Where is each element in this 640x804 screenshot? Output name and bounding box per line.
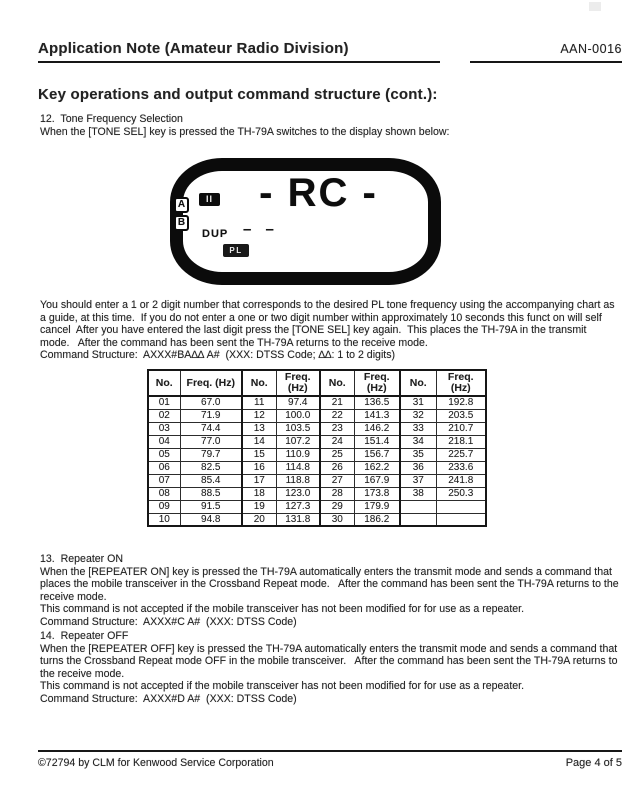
page-header — [38, 40, 622, 63]
tone-table-cell: 192.8 — [436, 396, 486, 409]
tone-table-cell: 210.7 — [436, 422, 486, 435]
tone-table-cell: 17 — [242, 474, 276, 487]
tone-table-cell: 241.8 — [436, 474, 486, 487]
tone-table-row — [148, 500, 486, 513]
section-13-command-structure: Command Structure: AXXX#C A# (XXX: DTSS Code) — [40, 615, 297, 628]
tone-table-cell: 14 — [242, 435, 276, 448]
tone-table-cell: 151.4 — [354, 435, 400, 448]
tone-table-cell: 29 — [320, 500, 354, 513]
tone-table-cell — [400, 513, 436, 526]
scan-artifact — [589, 2, 601, 11]
tone-table-cell: 156.7 — [354, 448, 400, 461]
section-14-command-structure: Command Structure: AXXX#D A# (XXX: DTSS Code) — [40, 692, 297, 705]
tone-table-header-cell: No. — [148, 370, 180, 396]
tone-table-cell: 33 — [400, 422, 436, 435]
tone-table-cell: 01 — [148, 396, 180, 409]
tone-table-cell: 32 — [400, 409, 436, 422]
section-12-tone-frequency — [40, 113, 620, 138]
tone-table-cell: 103.5 — [276, 422, 320, 435]
section-14-note: This command is not accepted if the mobile transceiver has not been modified for for use as a repeater. — [40, 680, 525, 693]
tone-table-cell: 18 — [242, 487, 276, 500]
tone-table-row — [148, 435, 486, 448]
tone-table-cell: 146.2 — [354, 422, 400, 435]
tone-table-cell — [436, 500, 486, 513]
page-number: Page 4 of 5 — [565, 757, 622, 769]
doc-number: AAN-0016 — [470, 42, 622, 63]
tone-table-header-cell: Freq. (Hz) — [436, 370, 486, 396]
tone-table-cell: 27 — [320, 474, 354, 487]
tone-table-cell: 25 — [320, 448, 354, 461]
dup-label: DUP — [202, 228, 229, 240]
tone-table-cell: 136.5 — [354, 396, 400, 409]
tone-table-cell: 79.7 — [180, 448, 242, 461]
section-12-heading: 12. Tone Frequency Selection — [40, 113, 183, 125]
tone-table-cell: 09 — [148, 500, 180, 513]
copyright-text: ©72794 by CLM for Kenwood Service Corporation — [38, 757, 274, 769]
section-13-paragraph: When the [REPEATER ON] key is pressed the TH-79A automatically enters the transmit mode and sends a command that places the mobile transceiver in the Crossband Repeat mode. After the command has been sent the TH-79A returns to the receive mode. — [40, 565, 622, 603]
band-b-indicator: B — [174, 215, 189, 231]
section-12-paragraph: You should enter a 1 or 2 digit number that corresponds to the desired PL tone frequency using the accompanying chart as a guide, at this time. If you do not enter a one or two digit number within approximately 10 seconds this funct on will self cancel After you have entered the last digit press the [TONE SEL] key again. This places the TH-79A in the transmit mode. After the command has been sent the TH-79A returns to the receive mode. — [40, 299, 618, 349]
tone-table-cell: 233.6 — [436, 461, 486, 474]
tone-table-cell: 91.5 — [180, 500, 242, 513]
page-footer — [38, 750, 622, 769]
section-12-command-structure: Command Structure: AXXX#BA∆∆ A# (XXX: DTSS Code; ∆∆: 1 to 2 digits) — [40, 349, 396, 362]
tone-table-cell: 06 — [148, 461, 180, 474]
tone-table-cell: 131.8 — [276, 513, 320, 526]
tone-table-cell: 21 — [320, 396, 354, 409]
tone-table-cell: 162.2 — [354, 461, 400, 474]
tone-table-cell: 36 — [400, 461, 436, 474]
tone-table-cell: 179.9 — [354, 500, 400, 513]
dup-dashes: – – — [243, 221, 279, 238]
tone-table-cell: 167.9 — [354, 474, 400, 487]
tone-table-row — [148, 474, 486, 487]
section-13-note: This command is not accepted if the mobile transceiver has not been modified for for use as a repeater. — [40, 603, 525, 616]
tone-table-cell: 19 — [242, 500, 276, 513]
tone-table-cell: 02 — [148, 409, 180, 422]
tone-table-cell: 82.5 — [180, 461, 242, 474]
section-14-repeater-off — [40, 630, 624, 706]
tone-table-cell: 123.0 — [276, 487, 320, 500]
section-14-paragraph: When the [REPEATER OFF] key is pressed the TH-79A automatically enters the transmit mode and sends a command that turns the Crossband Repeat mode OFF in the mobile transceiver. After the command has been sent the TH-79A returns to the receive mode. — [40, 642, 621, 680]
tone-table-cell: 141.3 — [354, 409, 400, 422]
tone-table-cell: 22 — [320, 409, 354, 422]
pl-indicator-badge: PL — [223, 244, 249, 257]
tone-table-cell: 250.3 — [436, 487, 486, 500]
section-12-body — [40, 299, 618, 362]
section-13-heading: 13. Repeater ON — [40, 553, 124, 565]
tone-table-cell: 35 — [400, 448, 436, 461]
tone-table — [147, 369, 487, 527]
remote-control-text: - RC - — [259, 171, 378, 215]
tone-table-cell — [400, 500, 436, 513]
tone-table-cell: 10 — [148, 513, 180, 526]
tone-table-cell: 16 — [242, 461, 276, 474]
page-title: Key operations and output command structure (cont.): — [38, 86, 438, 103]
tone-table-cell: 107.2 — [276, 435, 320, 448]
tone-table-cell: 110.9 — [276, 448, 320, 461]
header-title: Application Note (Amateur Radio Division) — [38, 40, 440, 63]
tone-table-cell — [436, 513, 486, 526]
tone-table-cell: 13 — [242, 422, 276, 435]
tone-table-cell: 12 — [242, 409, 276, 422]
tone-table-cell: 203.5 — [436, 409, 486, 422]
tone-table-cell: 88.5 — [180, 487, 242, 500]
section-13-repeater-on — [40, 553, 622, 629]
pl-tone-frequency-table-wrap — [147, 369, 487, 527]
tone-table-cell: 100.0 — [276, 409, 320, 422]
tone-table-row — [148, 487, 486, 500]
tone-table-cell: 11 — [242, 396, 276, 409]
tone-table-cell: 34 — [400, 435, 436, 448]
tone-table-cell: 127.3 — [276, 500, 320, 513]
tone-table-cell: 24 — [320, 435, 354, 448]
tone-table-cell: 15 — [242, 448, 276, 461]
tone-table-cell: 77.0 — [180, 435, 242, 448]
tone-table-cell: 173.8 — [354, 487, 400, 500]
tone-table-row — [148, 422, 486, 435]
lcd-display-graphic — [170, 158, 441, 285]
tone-table-cell: 114.8 — [276, 461, 320, 474]
tone-table-cell: 118.8 — [276, 474, 320, 487]
section-14-heading: 14. Repeater OFF — [40, 630, 129, 642]
tone-table-row — [148, 396, 486, 409]
tone-table-cell: 71.9 — [180, 409, 242, 422]
band-a-indicator: A — [174, 197, 189, 213]
tone-table-row — [148, 461, 486, 474]
tone-table-cell: 04 — [148, 435, 180, 448]
tone-table-header-cell: No. — [320, 370, 354, 396]
tone-table-cell: 23 — [320, 422, 354, 435]
tone-table-cell: 08 — [148, 487, 180, 500]
tone-table-header-cell: Freq. (Hz) — [276, 370, 320, 396]
tone-table-cell: 26 — [320, 461, 354, 474]
tone-table-cell: 74.4 — [180, 422, 242, 435]
tone-table-header-cell: Freq. (Hz) — [180, 370, 242, 396]
tone-table-cell: 31 — [400, 396, 436, 409]
tone-table-row — [148, 409, 486, 422]
section-12-intro: When the [TONE SEL] key is pressed the TH-79A switches to the display shown below: — [40, 125, 450, 138]
tone-table-cell: 37 — [400, 474, 436, 487]
tone-table-cell: 28 — [320, 487, 354, 500]
tone-table-cell: 05 — [148, 448, 180, 461]
tone-table-header-cell: No. — [400, 370, 436, 396]
tone-table-cell: 67.0 — [180, 396, 242, 409]
tone-indicator-badge: II — [199, 193, 220, 206]
tone-table-cell: 85.4 — [180, 474, 242, 487]
tone-table-cell: 20 — [242, 513, 276, 526]
tone-table-body — [148, 396, 486, 526]
tone-table-header-row — [148, 370, 486, 396]
tone-table-cell: 30 — [320, 513, 354, 526]
tone-table-cell: 225.7 — [436, 448, 486, 461]
tone-table-cell: 94.8 — [180, 513, 242, 526]
tone-table-cell: 97.4 — [276, 396, 320, 409]
tone-table-row — [148, 448, 486, 461]
tone-table-header-cell: Freq. (Hz) — [354, 370, 400, 396]
tone-table-row — [148, 513, 486, 526]
tone-table-cell: 07 — [148, 474, 180, 487]
tone-table-cell: 186.2 — [354, 513, 400, 526]
tone-table-cell: 218.1 — [436, 435, 486, 448]
tone-table-header-cell: No. — [242, 370, 276, 396]
tone-table-cell: 38 — [400, 487, 436, 500]
tone-table-cell: 03 — [148, 422, 180, 435]
